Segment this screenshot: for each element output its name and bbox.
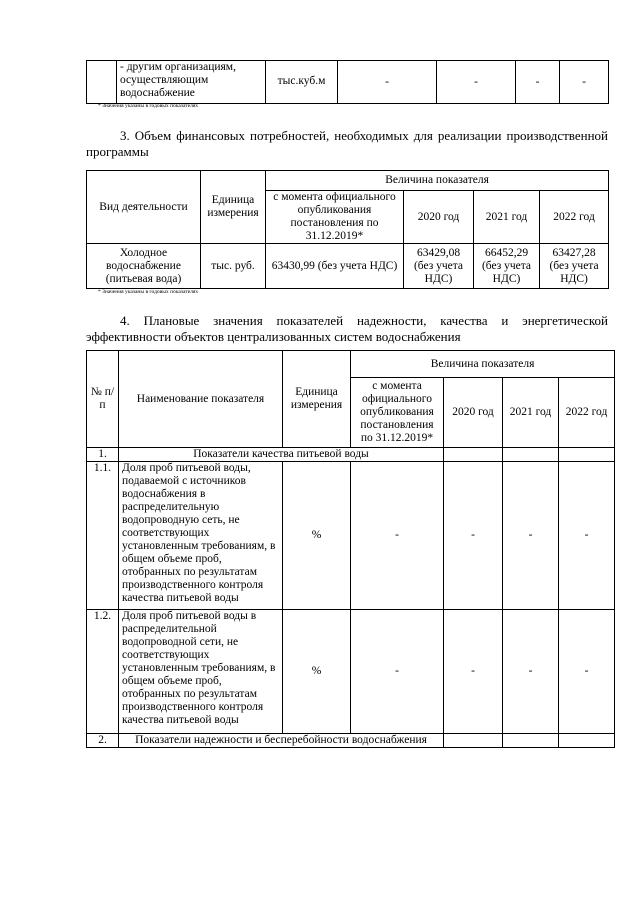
header-unit: Единица измерения xyxy=(201,171,266,244)
table-row xyxy=(87,448,615,462)
cell-num: 1. xyxy=(87,448,119,462)
cell-value: - xyxy=(559,462,615,610)
cell-empty xyxy=(444,734,503,748)
header-since: с момента официального опубликования постановления по 31.12.2019* xyxy=(351,378,444,448)
section-4-line1: 4. Плановые значения показателей надежности, качества и энергетической xyxy=(120,313,608,328)
cell-unit: % xyxy=(283,462,351,610)
cell-value: - xyxy=(516,61,560,104)
header-activity: Вид деятельности xyxy=(87,171,201,244)
cell-unit: тыс. руб. xyxy=(201,244,266,289)
cell-value: - xyxy=(444,610,503,734)
cell-value: - xyxy=(559,610,615,734)
table-row xyxy=(87,462,615,610)
cell-num xyxy=(87,61,117,104)
table-row xyxy=(87,610,615,734)
header-num: № п/п xyxy=(87,351,119,448)
section-3-heading xyxy=(86,128,608,160)
header-since: с момента официального опубликования постановления по 31.12.2019* xyxy=(266,191,404,244)
cell-value: - xyxy=(338,61,437,104)
header-2022: 2022 год xyxy=(540,191,609,244)
table-top xyxy=(86,60,609,104)
cell-2022: 63427,28 (без учета НДС) xyxy=(540,244,609,289)
cell-empty xyxy=(559,734,615,748)
cell-empty xyxy=(503,734,559,748)
footnote: * Значения указаны в годовых показателях xyxy=(98,103,199,109)
group-title: Показатели качества питьевой воды xyxy=(119,448,444,462)
header-unit: Единица измерения xyxy=(283,351,351,448)
cell-2021: 66452,29 (без учета НДС) xyxy=(474,244,540,289)
cell-num: 1.1. xyxy=(87,462,119,610)
cell-name: - другим организациям, осуществляющим водоснабжение xyxy=(117,61,266,104)
table-indicators xyxy=(86,350,615,748)
header-value: Величина показателя xyxy=(266,171,609,191)
cell-name: Доля проб питьевой воды в распределительной водопроводной сети, не соответствующих установленным требованиям, в общем объеме проб, отобранных по результатам производственного контроля качества питьевой воды xyxy=(119,610,283,734)
cell-num: 1.2. xyxy=(87,610,119,734)
cell-since: 63430,99 (без учета НДС) xyxy=(266,244,404,289)
cell-value: - xyxy=(503,610,559,734)
cell-unit: % xyxy=(283,610,351,734)
cell-value: - xyxy=(351,610,444,734)
cell-value: - xyxy=(351,462,444,610)
section-3-line2: программы xyxy=(86,144,149,159)
header-2022: 2022 год xyxy=(559,378,615,448)
table-row xyxy=(87,734,615,748)
table-financial xyxy=(86,170,609,289)
section-3-line1: 3. Объем финансовых потребностей, необходимых для реализации производственной xyxy=(120,128,608,143)
cell-value: - xyxy=(437,61,516,104)
header-name: Наименование показателя xyxy=(119,351,283,448)
cell-value: - xyxy=(560,61,609,104)
cell-empty xyxy=(444,448,503,462)
cell-empty xyxy=(559,448,615,462)
cell-value: - xyxy=(444,462,503,610)
cell-unit: тыс.куб.м xyxy=(266,61,338,104)
cell-name: Доля проб питьевой воды, подаваемой с источников водоснабжения в распределительную водопроводную сеть, не соответствующих установленным требованиям, в общем объеме проб, отобранных по результатам производственного контроля качества питьевой воды xyxy=(119,462,283,610)
header-2020: 2020 год xyxy=(404,191,474,244)
section-4-line2: эффективности объектов централизованных систем водоснабжения xyxy=(86,329,461,344)
footnote: * Значения указаны в годовых показателях xyxy=(98,289,199,295)
header-2021: 2021 год xyxy=(474,191,540,244)
group-title: Показатели надежности и бесперебойности водоснабжения xyxy=(119,734,444,748)
table-row xyxy=(87,61,609,104)
header-2020: 2020 год xyxy=(444,378,503,448)
cell-num: 2. xyxy=(87,734,119,748)
section-4-heading xyxy=(86,313,608,345)
table-row xyxy=(87,244,609,289)
cell-2020: 63429,08 (без учета НДС) xyxy=(404,244,474,289)
cell-value: - xyxy=(503,462,559,610)
cell-activity: Холодное водоснабжение (питьевая вода) xyxy=(87,244,201,289)
cell-empty xyxy=(503,448,559,462)
header-2021: 2021 год xyxy=(503,378,559,448)
header-value: Величина показателя xyxy=(351,351,615,378)
